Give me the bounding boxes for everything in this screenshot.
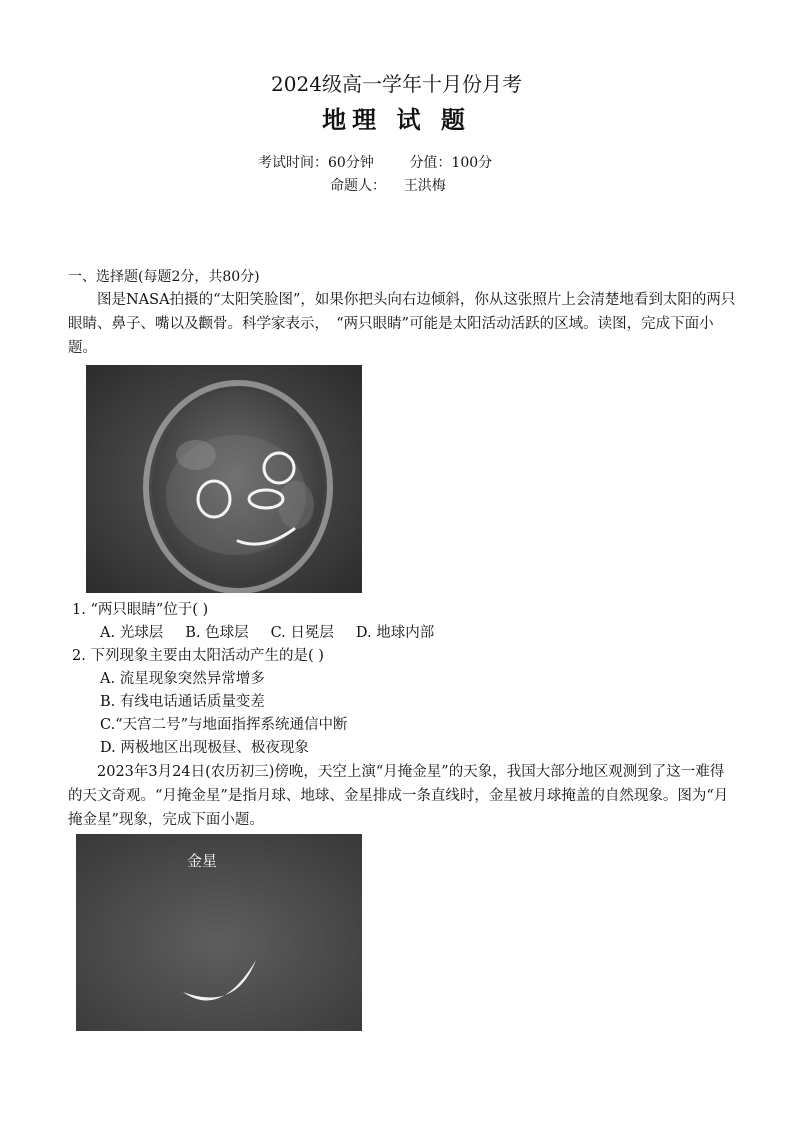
exam-info xyxy=(258,152,492,172)
q2-option-b[interactable]: B. 有线电话通话质量变差 xyxy=(100,694,265,710)
question-1-options xyxy=(100,621,456,642)
venus-label: 金星 xyxy=(187,852,218,870)
exam-title: 2024级高一学年十月份月考 xyxy=(271,72,522,96)
question-1-stem: 1. “两只眼睛”位于( ) xyxy=(72,602,209,618)
q2-option-d[interactable]: D. 两极地区出现极昼、极夜现象 xyxy=(100,740,309,756)
moon-venus-image xyxy=(76,834,362,1031)
exam-time: 考试时间：60分钟 xyxy=(258,155,374,171)
q1-option-a[interactable]: A. 光球层 xyxy=(100,625,164,641)
q1-option-c[interactable]: C. 日冕层 xyxy=(270,625,334,641)
exam-score: 分值：100分 xyxy=(409,155,493,171)
q2-option-a[interactable]: A. 流星现象突然异常增多 xyxy=(100,671,265,687)
question-intro-sun: 图是NASA拍摄的“太阳笑脸图”，如果你把头向右边倾斜，你从这张照片上会清楚地看到太阳的两只眼睛、鼻子、嘴以及颧骨。科学家表示， “两只眼睛”可能是太阳活动活跃的区域。读图，完成下面小题。 xyxy=(68,292,736,356)
sun-smile-image xyxy=(86,365,362,593)
question-intro-venus: 2023年3月24日(农历初三)傍晚，天空上演“月掩金星”的天象，我国大部分地区观测到了这一难得的天文奇观。“月掩金星”是指月球、地球、金星排成一条直线时，金星被月球掩盖的自然现象。图为“月掩金星”现象，完成下面小题。 xyxy=(68,764,729,828)
q1-option-b[interactable]: B. 色球层 xyxy=(185,625,249,641)
section-heading: 一、选择题(每题2分，共80分) xyxy=(68,269,260,285)
q2-option-c[interactable]: C.“天宫二号”与地面指挥系统通信中断 xyxy=(100,717,348,733)
author-info xyxy=(330,175,446,195)
author-label: 命题人： xyxy=(330,178,386,194)
author-name: 王洪梅 xyxy=(403,178,446,194)
subject-title: 地理 试 题 xyxy=(322,105,471,134)
q1-option-d[interactable]: D. 地球内部 xyxy=(355,625,435,641)
question-2-stem: 2. 下列现象主要由太阳活动产生的是( ) xyxy=(72,648,324,664)
